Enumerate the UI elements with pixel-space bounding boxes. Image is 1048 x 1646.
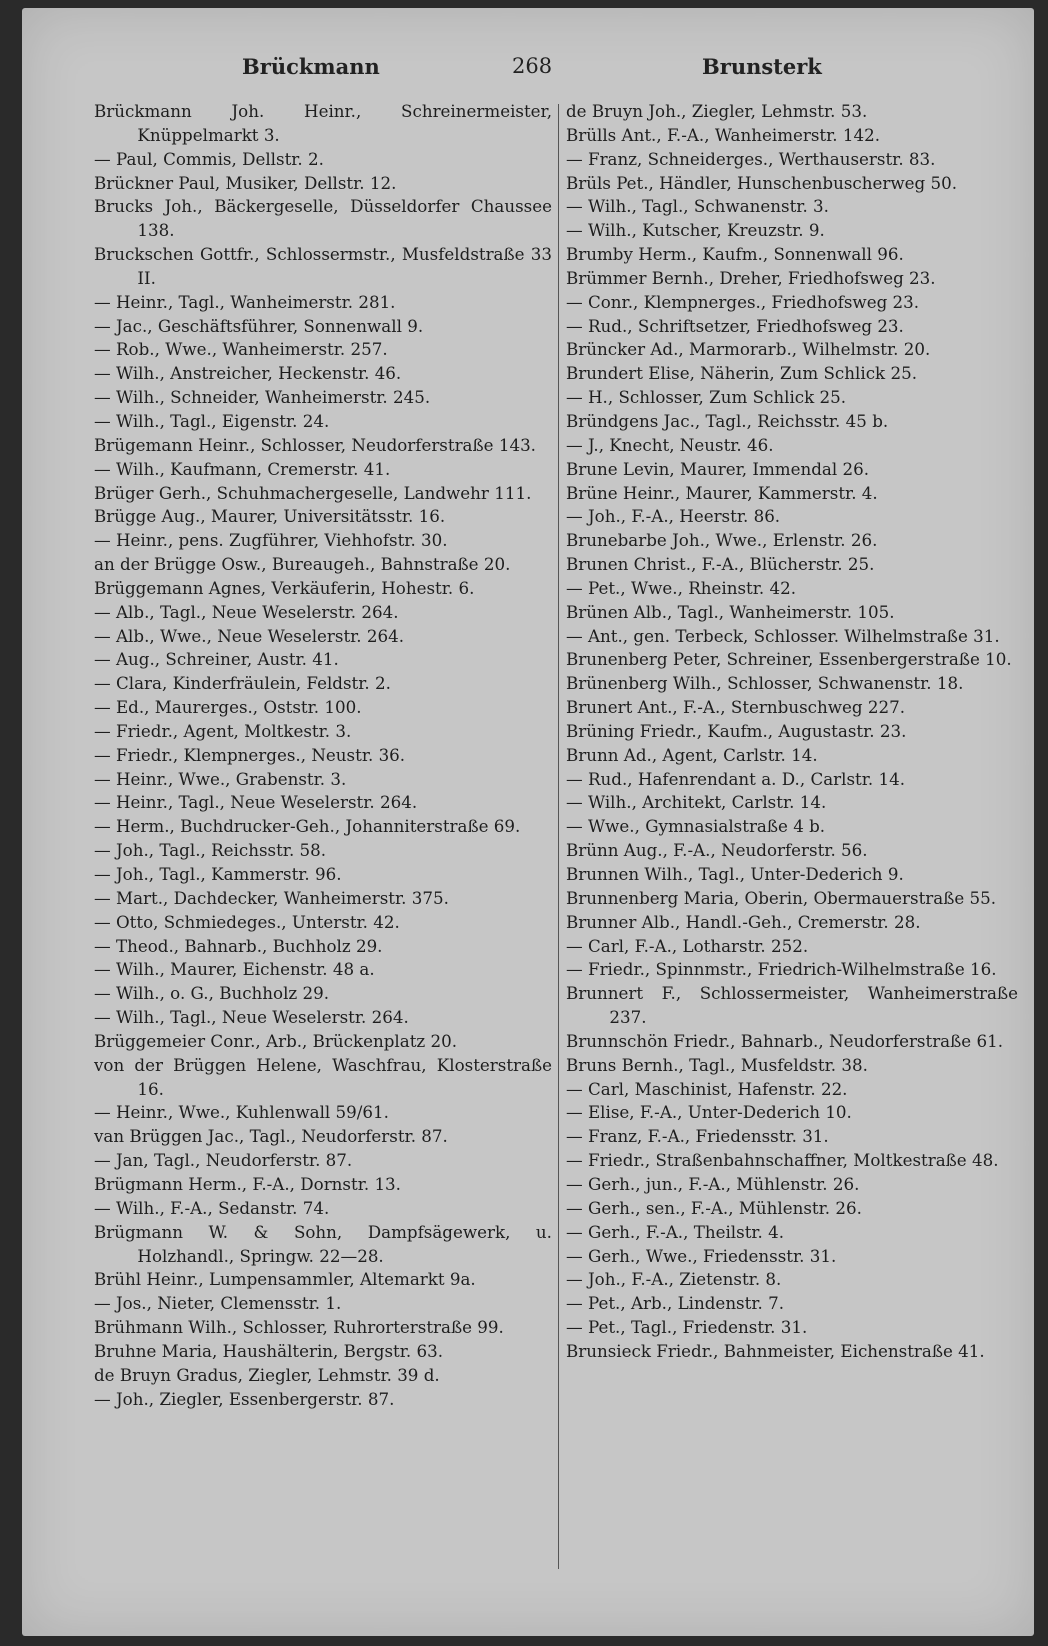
page-number: 268: [512, 54, 553, 78]
directory-entry: — Wilh., Architekt, Carlstr. 14.: [566, 792, 827, 813]
directory-entry: an der Brügge Osw., Bureaugeh., Bahnstraße 20.: [94, 554, 511, 575]
directory-entry: Brüne Heinr., Maurer, Kammerstr. 4.: [566, 482, 878, 503]
directory-entry: — Ed., Maurerges., Oststr. 100.: [94, 697, 362, 718]
column-divider: [558, 104, 559, 1569]
directory-entry: Brügge Aug., Maurer, Universitätsstr. 16.: [94, 506, 446, 527]
directory-entry: — Wilh., Kaufmann, Cremerstr. 41.: [94, 458, 391, 479]
directory-entry: — Jan, Tagl., Neudorferstr. 87.: [94, 1150, 353, 1171]
directory-entry: — Carl, F.-A., Lotharstr. 252.: [566, 935, 809, 956]
directory-entry: Brügemann Heinr., Schlosser, Neudorferstraße 143.: [94, 434, 536, 455]
directory-entry: — Otto, Schmiedeges., Unterstr. 42.: [94, 911, 400, 932]
directory-entry: Brunnenberg Maria, Oberin, Obermauerstraße 55.: [566, 887, 997, 908]
page-header: [22, 48, 1034, 88]
directory-entry: Brucks Joh., Bäckergeselle, Düsseldorfer Chaussee 138.: [94, 196, 552, 241]
right-column: [566, 100, 1018, 1364]
directory-entry: Brühl Heinr., Lumpensammler, Altemarkt 9a.: [94, 1269, 476, 1290]
directory-entry: Brüggemann Agnes, Verkäuferin, Hohestr. 6.: [94, 577, 475, 598]
directory-entry: Brüning Friedr., Kaufm., Augustastr. 23.: [566, 720, 907, 741]
directory-entry: — Carl, Maschinist, Hafenstr. 22.: [566, 1078, 848, 1099]
directory-entry: Brülls Ant., F.-A., Wanheimerstr. 142.: [566, 124, 881, 145]
directory-entry: — Ant., gen. Terbeck, Schlosser. Wilhelmstraße 31.: [566, 625, 1000, 646]
directory-entry: Brunert Ant., F.-A., Sternbuschweg 227.: [566, 697, 906, 718]
header-right-keyword: Brunsterk: [702, 54, 822, 79]
directory-entry: — Clara, Kinderfräulein, Feldstr. 2.: [94, 673, 391, 694]
directory-entry: — Wilh., Tagl., Schwanenstr. 3.: [566, 196, 829, 217]
directory-entry: Brunenberg Peter, Schreiner, Essenbergerstraße 10.: [566, 649, 1012, 670]
directory-entry: — Franz, Schneiderges., Werthauserstr. 83.: [566, 148, 936, 169]
directory-entry: — Alb., Tagl., Neue Weselerstr. 264.: [94, 601, 399, 622]
directory-page: [22, 8, 1034, 1636]
directory-entry: — Heinr., Tagl., Neue Weselerstr. 264.: [94, 792, 418, 813]
directory-entry: — Heinr., pens. Zugführer, Viehhofstr. 30.: [94, 530, 448, 551]
directory-entry: — Mart., Dachdecker, Wanheimerstr. 375.: [94, 887, 449, 908]
directory-entry: — Paul, Commis, Dellstr. 2.: [94, 148, 324, 169]
directory-entry: — Friedr., Spinnmstr., Friedrich-Wilhelmstraße 16.: [566, 959, 997, 980]
directory-entry: de Bruyn Joh., Ziegler, Lehmstr. 53.: [566, 101, 868, 121]
directory-entry: Brünenberg Wilh., Schlosser, Schwanenstr. 18.: [566, 673, 964, 694]
directory-entry: Bruns Bernh., Tagl., Musfeldstr. 38.: [566, 1054, 868, 1075]
left-column: [94, 100, 552, 1411]
directory-entry: — Herm., Buchdrucker-Geh., Johanniterstraße 69.: [94, 816, 521, 837]
directory-entry: — Rud., Schriftsetzer, Friedhofsweg 23.: [566, 315, 904, 336]
directory-entry: — Joh., F.-A., Zietenstr. 8.: [566, 1269, 782, 1290]
directory-entry: — Wilh., o. G., Buchholz 29.: [94, 983, 330, 1004]
directory-entry: — Friedr., Agent, Moltkestr. 3.: [94, 720, 352, 741]
directory-entry: — Wilh., Tagl., Eigenstr. 24.: [94, 410, 330, 431]
directory-entry: — Rud., Hafenrendant a. D., Carlstr. 14.: [566, 768, 906, 789]
directory-entry: — Elise, F.-A., Unter-Dederich 10.: [566, 1102, 852, 1123]
directory-entry: — Wilh., F.-A., Sedanstr. 74.: [94, 1197, 330, 1218]
directory-entry: Brünn Aug., F.-A., Neudorferstr. 56.: [566, 840, 868, 861]
directory-entry: — Wilh., Anstreicher, Heckenstr. 46.: [94, 363, 402, 384]
directory-entry: Brunnert F., Schlossermeister, Wanheimerstraße 237.: [566, 983, 1018, 1028]
directory-entry: van Brüggen Jac., Tagl., Neudorferstr. 87.: [94, 1126, 448, 1147]
directory-entry: Brumby Herm., Kaufm., Sonnenwall 96.: [566, 244, 904, 265]
directory-entry: — Wilh., Schneider, Wanheimerstr. 245.: [94, 387, 431, 408]
directory-entry: von der Brüggen Helene, Waschfrau, Klosterstraße 16.: [94, 1054, 552, 1099]
directory-entry: — Joh., Ziegler, Essenbergerstr. 87.: [94, 1388, 395, 1409]
directory-entry: — Wwe., Gymnasialstraße 4 b.: [566, 816, 826, 837]
directory-entry: — Joh., F.-A., Heerstr. 86.: [566, 506, 781, 527]
directory-entry: Brunn Ad., Agent, Carlstr. 14.: [566, 744, 818, 765]
directory-entry: Brundert Elise, Näherin, Zum Schlick 25.: [566, 363, 917, 384]
directory-entry: — Friedr., Straßenbahnschaffner, Moltkestraße 48.: [566, 1150, 999, 1171]
directory-entry: Brunebarbe Joh., Wwe., Erlenstr. 26.: [566, 530, 878, 551]
directory-entry: — Heinr., Tagl., Wanheimerstr. 281.: [94, 291, 396, 312]
directory-entry: — Gerh., Wwe., Friedensstr. 31.: [566, 1245, 837, 1266]
directory-entry: — Conr., Klempnerges., Friedhofsweg 23.: [566, 291, 920, 312]
directory-entry: Bruckschen Gottfr., Schlossermstr., Musfeldstraße 33 II.: [94, 244, 552, 288]
directory-entry: Brüger Gerh., Schuhmachergeselle, Landwehr 111.: [94, 482, 532, 503]
directory-entry: — Rob., Wwe., Wanheimerstr. 257.: [94, 339, 388, 360]
directory-entry: de Bruyn Gradus, Ziegler, Lehmstr. 39 d.: [94, 1364, 440, 1385]
directory-entry: Brunsieck Friedr., Bahnmeister, Eichenstraße 41.: [566, 1340, 985, 1361]
directory-entry: — Wilh., Kutscher, Kreuzstr. 9.: [566, 220, 825, 241]
directory-entry: — Wilh., Tagl., Neue Weselerstr. 264.: [94, 1007, 409, 1028]
directory-entry: — Jac., Geschäftsführer, Sonnenwall 9.: [94, 315, 424, 336]
directory-entry: Brüggemeier Conr., Arb., Brückenplatz 20.: [94, 1030, 458, 1051]
directory-entry: — Pet., Arb., Lindenstr. 7.: [566, 1293, 785, 1314]
directory-entry: Brüls Pet., Händler, Hunschenbuscherweg 50.: [566, 172, 958, 193]
directory-entry: — Heinr., Wwe., Kuhlenwall 59/61.: [94, 1102, 389, 1123]
directory-entry: — J., Knecht, Neustr. 46.: [566, 434, 774, 455]
directory-entry: — Joh., Tagl., Kammerstr. 96.: [94, 864, 342, 884]
directory-entry: — Franz, F.-A., Friedensstr. 31.: [566, 1126, 829, 1147]
directory-entry: Brune Levin, Maurer, Immendal 26.: [566, 458, 870, 479]
directory-entry: Bründgens Jac., Tagl., Reichsstr. 45 b.: [566, 410, 889, 431]
directory-entry: Brünen Alb., Tagl., Wanheimerstr. 105.: [566, 601, 895, 622]
directory-entry: — Theod., Bahnarb., Buchholz 29.: [94, 935, 383, 956]
directory-entry: Brügmann W. & Sohn, Dampfsägewerk, u. Holzhandl., Springw. 22—28.: [94, 1221, 552, 1266]
directory-entry: — Jos., Nieter, Clemensstr. 1.: [94, 1293, 342, 1314]
directory-entry: — Heinr., Wwe., Grabenstr. 3.: [94, 768, 347, 789]
directory-entry: — Pet., Wwe., Rheinstr. 42.: [566, 577, 797, 598]
directory-entry: — Gerh., jun., F.-A., Mühlenstr. 26.: [566, 1173, 860, 1194]
directory-entry: — Gerh., sen., F.-A., Mühlenstr. 26.: [566, 1197, 862, 1218]
directory-entry: Brunnen Wilh., Tagl., Unter-Dederich 9.: [566, 864, 904, 884]
header-left-keyword: Brückmann: [242, 54, 380, 79]
directory-entry: — Aug., Schreiner, Austr. 41.: [94, 649, 339, 670]
directory-entry: Brunen Christ., F.-A., Blücherstr. 25.: [566, 554, 875, 575]
directory-entry: — Friedr., Klempnerges., Neustr. 36.: [94, 744, 406, 765]
directory-entry: — Pet., Tagl., Friedenstr. 31.: [566, 1317, 808, 1338]
directory-entry: Brückner Paul, Musiker, Dellstr. 12.: [94, 172, 397, 193]
directory-entry: Brümmer Bernh., Dreher, Friedhofsweg 23.: [566, 267, 936, 288]
directory-entry: Brunner Alb., Handl.-Geh., Cremerstr. 28.: [566, 911, 921, 932]
directory-entry: — H., Schlosser, Zum Schlick 25.: [566, 387, 847, 408]
directory-entry: Brückmann Joh. Heinr., Schreinermeister, Knüppelmarkt 3.: [94, 101, 552, 145]
directory-entry: — Alb., Wwe., Neue Weselerstr. 264.: [94, 625, 405, 646]
directory-entry: Bruhne Maria, Haushälterin, Bergstr. 63.: [94, 1340, 444, 1361]
directory-entry: — Joh., Tagl., Reichsstr. 58.: [94, 840, 327, 861]
directory-entry: Brunnschön Friedr., Bahnarb., Neudorferstraße 61.: [566, 1030, 1003, 1051]
directory-entry: — Gerh., F.-A., Theilstr. 4.: [566, 1221, 785, 1242]
directory-entry: Brühmann Wilh., Schlosser, Ruhrorterstraße 99.: [94, 1317, 504, 1338]
directory-entry: Brügmann Herm., F.-A., Dornstr. 13.: [94, 1173, 401, 1194]
directory-entry: — Wilh., Maurer, Eichenstr. 48 a.: [94, 959, 375, 980]
directory-entry: Brüncker Ad., Marmorarb., Wilhelmstr. 20.: [566, 339, 931, 360]
